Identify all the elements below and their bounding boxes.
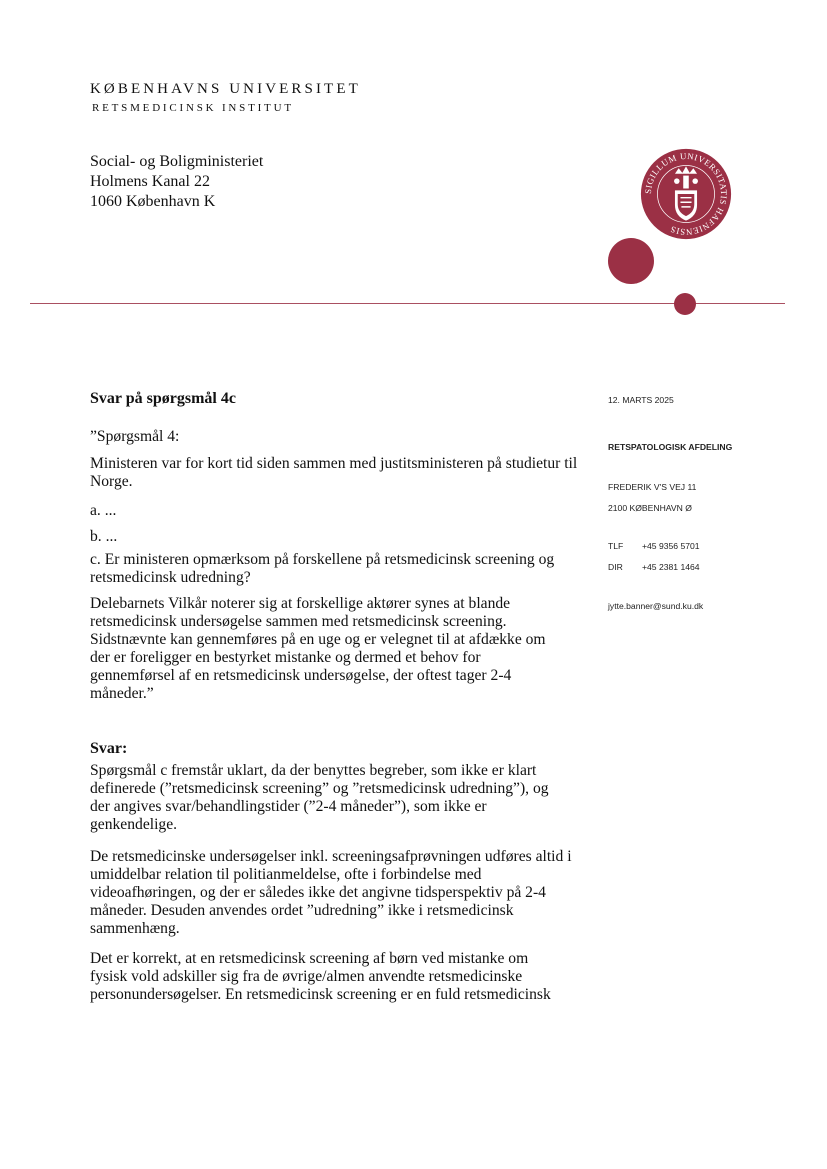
question-detail: Delebarnets Vilkår noterer sig at forskellige aktører synes at blande retsmedicinsk undersøgelse sammen med retsmedicinsk screening. Sidstnævnte kan gennemføres på en uge og er velegnet til at afdække om der er foreligger en bestyrket mistanke og dermed et behov for gennemførsel af en retsmedicinsk undersøgelse, der oftest tager 2-4 måneder.”	[90, 595, 546, 702]
answer-heading: Svar:	[90, 740, 128, 757]
recipient-line-1: Social- og Boligministeriet	[90, 153, 264, 170]
recipient-line-2: Holmens Kanal 22	[90, 173, 210, 190]
direct-phone-row	[608, 562, 700, 572]
city-address: 2100 KØBENHAVN Ø	[608, 503, 692, 513]
institute-name: RETSMEDICINSK INSTITUT	[92, 102, 294, 114]
header-divider	[30, 303, 785, 304]
direct-number: +45 2381 1464	[642, 562, 700, 572]
decorative-dot-large	[608, 238, 654, 284]
question-c: c. Er ministeren opmærksom på forskellene på retsmedicinsk screening og retsmedicinsk udredning?	[90, 551, 555, 586]
svg-text:SIGILLUM UNIVERSITATIS HAFNIEN: SIGILLUM UNIVERSITATIS HAFNIENSIS	[642, 150, 730, 238]
letter-date: 12. MARTS 2025	[608, 395, 674, 405]
university-name: KØBENHAVNS UNIVERSITET	[90, 81, 361, 97]
recipient-address	[90, 152, 263, 212]
department-name: RETSPATOLOGISK AFDELING	[608, 442, 733, 452]
phone-row	[608, 541, 700, 551]
phone-number: +45 9356 5701	[642, 541, 700, 551]
phone-label: TLF	[608, 541, 624, 551]
street-address: FREDERIK V'S VEJ 11	[608, 482, 697, 492]
answer-paragraph-1: Spørgsmål c fremstår uklart, da der benyttes begreber, som ikke er klart definerede (”retsmedicinsk screening” og ”retsmedicinsk udredning”), og der angives svar/behandlingstider (”2-4 måneder”), som ikke er genkendelige.	[90, 762, 549, 833]
decorative-dot-small	[674, 293, 696, 315]
answer-paragraph-3: Det er korrekt, at en retsmedicinsk screening af børn ved mistanke om fysisk vold adskiller sig fra de øvrige/almen anvendte retsmedicinske personundersøgelser. En retsmedicinsk screening er en fuld retsmedicinsk	[90, 950, 551, 1003]
question-b: b. ...	[90, 528, 118, 545]
question-intro: Ministeren var for kort tid siden sammen med justitsministeren på studietur til Norge.	[90, 455, 578, 490]
letter-subject: Svar på spørgsmål 4c	[90, 390, 236, 407]
answer-paragraph-2: De retsmedicinske undersøgelser inkl. screeningsafprøvningen udføres altid i umiddelbar relation til politianmeldelse, ofte i forbindelse med videoafhøringen, og der er således ikke det angivne tidsperspektiv på 2-4 måneder. Desuden anvendes ordet ”udredning” ikke i retsmedicinsk sammenhæng.	[90, 848, 572, 937]
email-address[interactable]: jytte.banner@sund.ku.dk	[608, 601, 704, 611]
recipient-line-3: 1060 København K	[90, 193, 216, 210]
direct-label: DIR	[608, 562, 623, 572]
university-seal-icon	[640, 148, 732, 240]
question-heading: ”Spørgsmål 4:	[90, 428, 180, 445]
question-a: a. ...	[90, 502, 117, 519]
